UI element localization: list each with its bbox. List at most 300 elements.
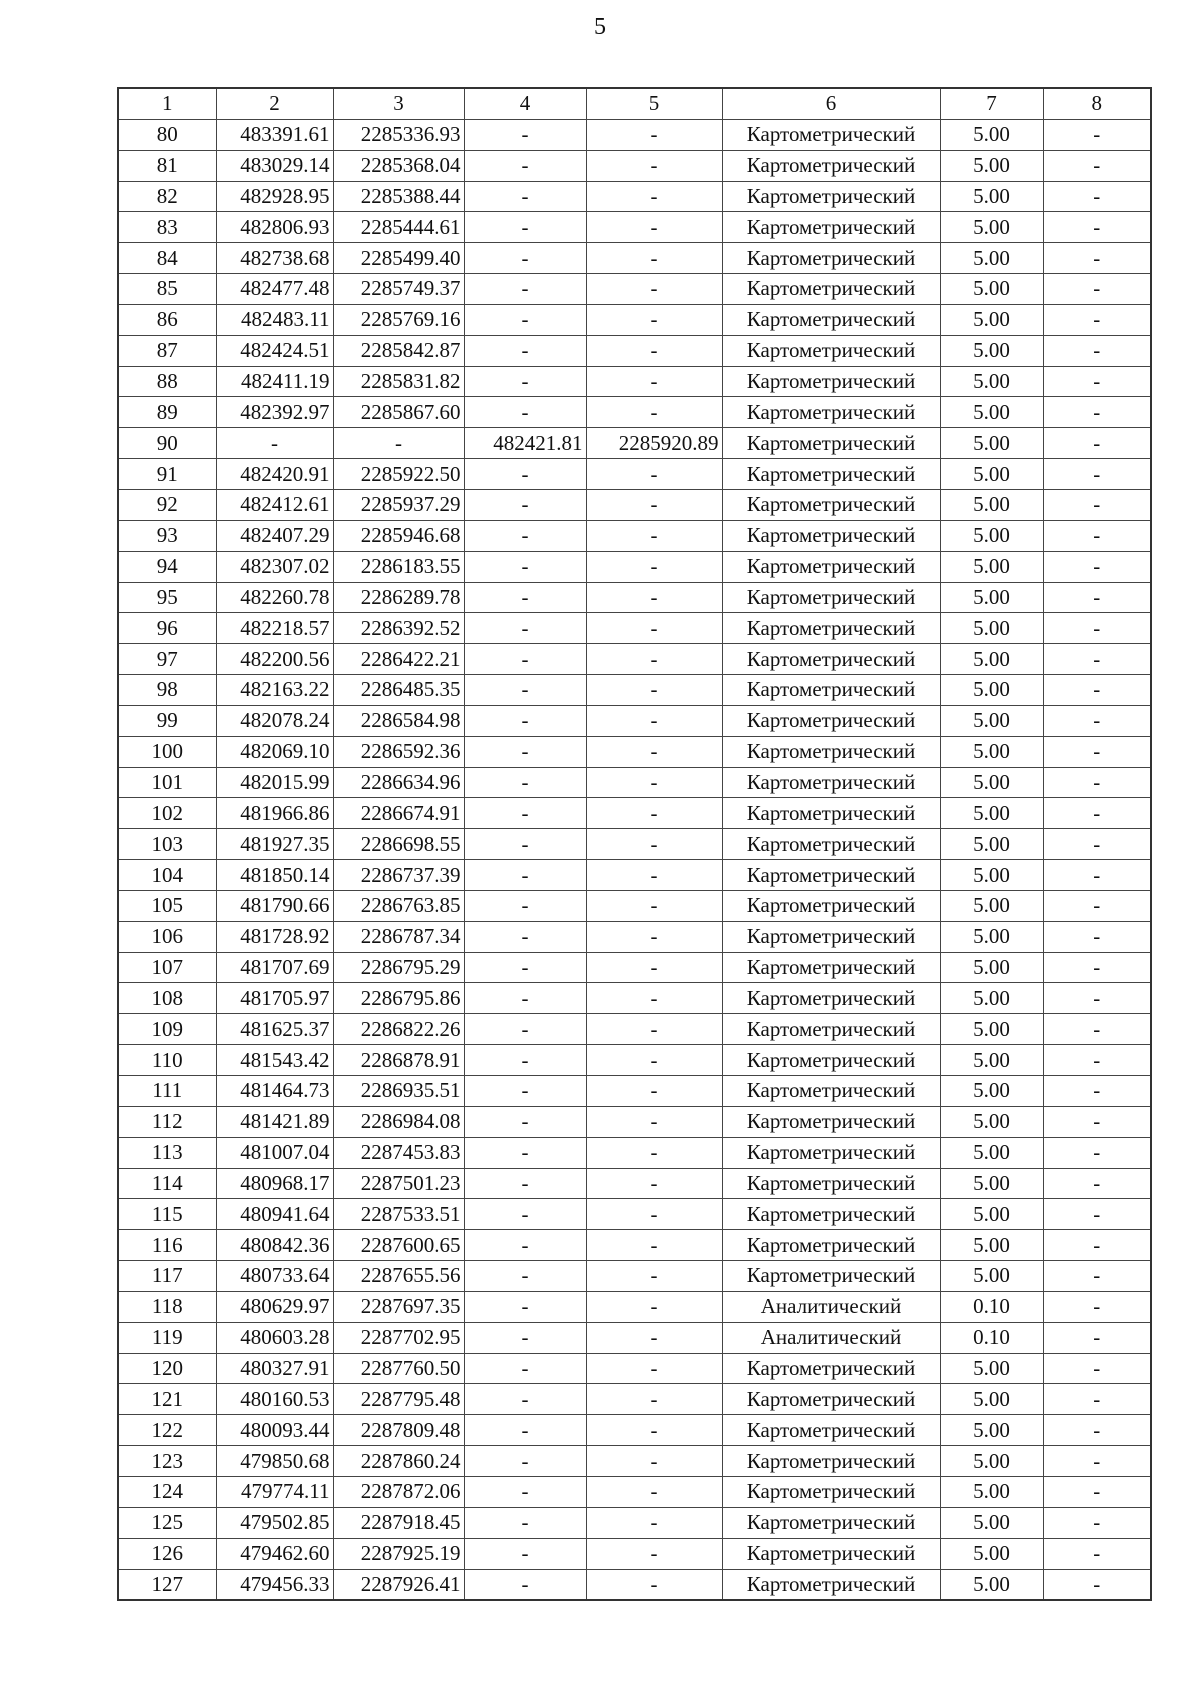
- cell-x-coordinate-alt: -: [464, 1322, 586, 1353]
- cell-note: -: [1043, 1507, 1151, 1538]
- cell-x-coordinate: 482424.51: [216, 335, 333, 366]
- table-row: [118, 520, 1151, 551]
- cell-y-coordinate: 2287600.65: [333, 1230, 464, 1261]
- table-row: [118, 1137, 1151, 1168]
- cell-method: Картометрический: [722, 489, 940, 520]
- cell-accuracy: 5.00: [940, 1538, 1043, 1569]
- table-row: [118, 1076, 1151, 1107]
- cell-accuracy: 5.00: [940, 489, 1043, 520]
- cell-x-coordinate-alt: -: [464, 1569, 586, 1600]
- table-row: [118, 1045, 1151, 1076]
- cell-y-coordinate-alt: -: [586, 1168, 722, 1199]
- table-row: [118, 736, 1151, 767]
- cell-y-coordinate: 2287925.19: [333, 1538, 464, 1569]
- cell-method: Картометрический: [722, 1230, 940, 1261]
- cell-x-coordinate-alt: -: [464, 1353, 586, 1384]
- cell-y-coordinate-alt: -: [586, 1415, 722, 1446]
- cell-point-number: 81: [118, 150, 216, 181]
- cell-x-coordinate-alt: -: [464, 1476, 586, 1507]
- cell-note: -: [1043, 1168, 1151, 1199]
- cell-x-coordinate-alt: -: [464, 366, 586, 397]
- cell-x-coordinate: 481707.69: [216, 952, 333, 983]
- cell-method: Картометрический: [722, 829, 940, 860]
- cell-x-coordinate-alt: 482421.81: [464, 428, 586, 459]
- cell-x-coordinate-alt: -: [464, 274, 586, 305]
- cell-y-coordinate-alt: -: [586, 952, 722, 983]
- cell-y-coordinate: 2286822.26: [333, 1014, 464, 1045]
- table-row: [118, 890, 1151, 921]
- cell-accuracy: 5.00: [940, 736, 1043, 767]
- cell-x-coordinate: 482200.56: [216, 644, 333, 675]
- table-row: [118, 582, 1151, 613]
- cell-method: Картометрический: [722, 212, 940, 243]
- cell-x-coordinate: 482078.24: [216, 705, 333, 736]
- cell-method: Картометрический: [722, 983, 940, 1014]
- cell-y-coordinate-alt: -: [586, 1076, 722, 1107]
- cell-x-coordinate: 479462.60: [216, 1538, 333, 1569]
- cell-x-coordinate-alt: -: [464, 489, 586, 520]
- cell-accuracy: 5.00: [940, 1137, 1043, 1168]
- table-row: [118, 613, 1151, 644]
- cell-x-coordinate: 480733.64: [216, 1261, 333, 1292]
- cell-y-coordinate: 2286289.78: [333, 582, 464, 613]
- cell-x-coordinate-alt: -: [464, 829, 586, 860]
- cell-point-number: 123: [118, 1446, 216, 1477]
- cell-y-coordinate: 2287918.45: [333, 1507, 464, 1538]
- cell-y-coordinate-alt: -: [586, 613, 722, 644]
- cell-point-number: 98: [118, 675, 216, 706]
- cell-point-number: 103: [118, 829, 216, 860]
- cell-note: -: [1043, 428, 1151, 459]
- cell-x-coordinate-alt: -: [464, 767, 586, 798]
- cell-method: Картометрический: [722, 1199, 940, 1230]
- cell-accuracy: 5.00: [940, 1415, 1043, 1446]
- cell-point-number: 127: [118, 1569, 216, 1600]
- cell-point-number: 117: [118, 1261, 216, 1292]
- cell-x-coordinate: 481790.66: [216, 890, 333, 921]
- cell-method: Картометрический: [722, 1168, 940, 1199]
- cell-y-coordinate-alt: -: [586, 921, 722, 952]
- cell-point-number: 118: [118, 1291, 216, 1322]
- cell-note: -: [1043, 489, 1151, 520]
- cell-y-coordinate-alt: 2285920.89: [586, 428, 722, 459]
- table-row: [118, 397, 1151, 428]
- cell-point-number: 122: [118, 1415, 216, 1446]
- cell-note: -: [1043, 1446, 1151, 1477]
- cell-method: Картометрический: [722, 1569, 940, 1600]
- cell-y-coordinate-alt: -: [586, 1291, 722, 1322]
- cell-method: Картометрический: [722, 551, 940, 582]
- cell-y-coordinate: 2287702.95: [333, 1322, 464, 1353]
- cell-note: -: [1043, 798, 1151, 829]
- cell-y-coordinate-alt: -: [586, 1507, 722, 1538]
- cell-y-coordinate: 2285922.50: [333, 459, 464, 490]
- cell-y-coordinate: 2285831.82: [333, 366, 464, 397]
- cell-x-coordinate: 480629.97: [216, 1291, 333, 1322]
- cell-y-coordinate-alt: -: [586, 1446, 722, 1477]
- cell-x-coordinate-alt: -: [464, 150, 586, 181]
- cell-y-coordinate-alt: -: [586, 736, 722, 767]
- table-row: [118, 274, 1151, 305]
- cell-x-coordinate-alt: -: [464, 1137, 586, 1168]
- cell-point-number: 93: [118, 520, 216, 551]
- cell-x-coordinate: 481966.86: [216, 798, 333, 829]
- cell-method: Картометрический: [722, 1538, 940, 1569]
- cell-method: Картометрический: [722, 1415, 940, 1446]
- column-header-8: 8: [1043, 88, 1151, 119]
- cell-y-coordinate-alt: -: [586, 767, 722, 798]
- cell-accuracy: 5.00: [940, 551, 1043, 582]
- cell-x-coordinate-alt: -: [464, 459, 586, 490]
- cell-x-coordinate: 482411.19: [216, 366, 333, 397]
- cell-y-coordinate-alt: -: [586, 489, 722, 520]
- cell-method: Картометрический: [722, 1106, 940, 1137]
- table-row: [118, 860, 1151, 891]
- column-header-5: 5: [586, 88, 722, 119]
- table-row: [118, 489, 1151, 520]
- cell-note: -: [1043, 736, 1151, 767]
- cell-point-number: 112: [118, 1106, 216, 1137]
- cell-y-coordinate: 2286592.36: [333, 736, 464, 767]
- cell-y-coordinate: 2287453.83: [333, 1137, 464, 1168]
- cell-x-coordinate: 482477.48: [216, 274, 333, 305]
- cell-y-coordinate-alt: -: [586, 1322, 722, 1353]
- cell-point-number: 121: [118, 1384, 216, 1415]
- cell-method: Картометрический: [722, 675, 940, 706]
- cell-note: -: [1043, 1014, 1151, 1045]
- cell-y-coordinate: 2286422.21: [333, 644, 464, 675]
- cell-y-coordinate-alt: -: [586, 1106, 722, 1137]
- table-row: [118, 952, 1151, 983]
- cell-x-coordinate-alt: -: [464, 1014, 586, 1045]
- cell-y-coordinate-alt: -: [586, 119, 722, 150]
- cell-y-coordinate: 2287697.35: [333, 1291, 464, 1322]
- cell-accuracy: 5.00: [940, 1076, 1043, 1107]
- cell-y-coordinate-alt: -: [586, 798, 722, 829]
- cell-note: -: [1043, 983, 1151, 1014]
- cell-note: -: [1043, 582, 1151, 613]
- cell-x-coordinate-alt: -: [464, 520, 586, 551]
- cell-x-coordinate: 481705.97: [216, 983, 333, 1014]
- cell-accuracy: 5.00: [940, 1476, 1043, 1507]
- cell-point-number: 95: [118, 582, 216, 613]
- cell-x-coordinate: 481927.35: [216, 829, 333, 860]
- cell-method: Картометрический: [722, 1076, 940, 1107]
- cell-accuracy: 5.00: [940, 150, 1043, 181]
- cell-method: Картометрический: [722, 119, 940, 150]
- cell-accuracy: 5.00: [940, 397, 1043, 428]
- cell-y-coordinate-alt: -: [586, 150, 722, 181]
- table-row: [118, 243, 1151, 274]
- cell-x-coordinate-alt: -: [464, 181, 586, 212]
- cell-accuracy: 5.00: [940, 243, 1043, 274]
- cell-point-number: 109: [118, 1014, 216, 1045]
- cell-note: -: [1043, 829, 1151, 860]
- cell-point-number: 104: [118, 860, 216, 891]
- cell-note: -: [1043, 705, 1151, 736]
- cell-y-coordinate: 2286878.91: [333, 1045, 464, 1076]
- cell-x-coordinate-alt: -: [464, 890, 586, 921]
- cell-x-coordinate: 482163.22: [216, 675, 333, 706]
- cell-note: -: [1043, 1322, 1151, 1353]
- cell-point-number: 99: [118, 705, 216, 736]
- cell-y-coordinate: 2286787.34: [333, 921, 464, 952]
- cell-method: Картометрический: [722, 459, 940, 490]
- cell-y-coordinate-alt: -: [586, 335, 722, 366]
- cell-note: -: [1043, 1230, 1151, 1261]
- column-header-7: 7: [940, 88, 1043, 119]
- cell-y-coordinate: 2287501.23: [333, 1168, 464, 1199]
- table-row: [118, 675, 1151, 706]
- cell-accuracy: 5.00: [940, 798, 1043, 829]
- cell-accuracy: 5.00: [940, 1569, 1043, 1600]
- cell-method: Картометрический: [722, 428, 940, 459]
- cell-y-coordinate: 2285444.61: [333, 212, 464, 243]
- cell-y-coordinate: 2286674.91: [333, 798, 464, 829]
- cell-note: -: [1043, 613, 1151, 644]
- cell-note: -: [1043, 335, 1151, 366]
- cell-x-coordinate: 483029.14: [216, 150, 333, 181]
- cell-y-coordinate-alt: -: [586, 304, 722, 335]
- cell-y-coordinate-alt: -: [586, 1569, 722, 1600]
- cell-note: -: [1043, 1476, 1151, 1507]
- cell-method: Картометрический: [722, 613, 940, 644]
- cell-y-coordinate-alt: -: [586, 212, 722, 243]
- cell-y-coordinate-alt: -: [586, 520, 722, 551]
- cell-note: -: [1043, 1137, 1151, 1168]
- cell-y-coordinate: 2286763.85: [333, 890, 464, 921]
- cell-y-coordinate: -: [333, 428, 464, 459]
- cell-x-coordinate: 482483.11: [216, 304, 333, 335]
- table-row: [118, 304, 1151, 335]
- cell-x-coordinate-alt: -: [464, 1168, 586, 1199]
- cell-x-coordinate: 481850.14: [216, 860, 333, 891]
- cell-point-number: 101: [118, 767, 216, 798]
- cell-x-coordinate: 480968.17: [216, 1168, 333, 1199]
- cell-point-number: 94: [118, 551, 216, 582]
- cell-note: -: [1043, 366, 1151, 397]
- cell-note: -: [1043, 1415, 1151, 1446]
- cell-note: -: [1043, 274, 1151, 305]
- cell-accuracy: 5.00: [940, 675, 1043, 706]
- cell-y-coordinate: 2285842.87: [333, 335, 464, 366]
- cell-note: -: [1043, 1291, 1151, 1322]
- cell-point-number: 85: [118, 274, 216, 305]
- cell-x-coordinate: -: [216, 428, 333, 459]
- cell-point-number: 89: [118, 397, 216, 428]
- cell-y-coordinate-alt: -: [586, 1199, 722, 1230]
- cell-y-coordinate: 2287809.48: [333, 1415, 464, 1446]
- cell-method: Картометрический: [722, 921, 940, 952]
- cell-note: -: [1043, 551, 1151, 582]
- cell-accuracy: 5.00: [940, 304, 1043, 335]
- column-header-6: 6: [722, 88, 940, 119]
- cell-accuracy: 5.00: [940, 767, 1043, 798]
- cell-point-number: 114: [118, 1168, 216, 1199]
- cell-note: -: [1043, 520, 1151, 551]
- cell-note: -: [1043, 860, 1151, 891]
- cell-x-coordinate: 482806.93: [216, 212, 333, 243]
- cell-x-coordinate: 482928.95: [216, 181, 333, 212]
- cell-point-number: 106: [118, 921, 216, 952]
- cell-x-coordinate-alt: -: [464, 304, 586, 335]
- cell-x-coordinate-alt: -: [464, 952, 586, 983]
- cell-method: Аналитический: [722, 1322, 940, 1353]
- cell-note: -: [1043, 767, 1151, 798]
- cell-point-number: 116: [118, 1230, 216, 1261]
- cell-accuracy: 5.00: [940, 1230, 1043, 1261]
- cell-method: Картометрический: [722, 1353, 940, 1384]
- cell-x-coordinate: 482015.99: [216, 767, 333, 798]
- cell-point-number: 125: [118, 1507, 216, 1538]
- cell-y-coordinate: 2285867.60: [333, 397, 464, 428]
- cell-y-coordinate-alt: -: [586, 551, 722, 582]
- cell-method: Картометрический: [722, 767, 940, 798]
- cell-point-number: 100: [118, 736, 216, 767]
- cell-method: Картометрический: [722, 644, 940, 675]
- cell-accuracy: 5.00: [940, 366, 1043, 397]
- cell-note: -: [1043, 1076, 1151, 1107]
- cell-note: -: [1043, 1538, 1151, 1569]
- cell-method: Картометрический: [722, 1446, 940, 1477]
- table-row: [118, 1353, 1151, 1384]
- cell-y-coordinate-alt: -: [586, 1137, 722, 1168]
- cell-accuracy: 5.00: [940, 582, 1043, 613]
- cell-y-coordinate: 2287926.41: [333, 1569, 464, 1600]
- cell-method: Картометрический: [722, 952, 940, 983]
- cell-y-coordinate: 2285937.29: [333, 489, 464, 520]
- table-row: [118, 1261, 1151, 1292]
- cell-y-coordinate-alt: -: [586, 366, 722, 397]
- table-header-row: [118, 88, 1151, 119]
- cell-x-coordinate: 481007.04: [216, 1137, 333, 1168]
- cell-x-coordinate-alt: -: [464, 243, 586, 274]
- cell-x-coordinate-alt: -: [464, 983, 586, 1014]
- cell-note: -: [1043, 304, 1151, 335]
- cell-point-number: 90: [118, 428, 216, 459]
- cell-x-coordinate-alt: -: [464, 551, 586, 582]
- cell-y-coordinate: 2285946.68: [333, 520, 464, 551]
- table-row: [118, 829, 1151, 860]
- cell-method: Картометрический: [722, 705, 940, 736]
- cell-y-coordinate: 2285336.93: [333, 119, 464, 150]
- cell-y-coordinate-alt: -: [586, 1384, 722, 1415]
- cell-x-coordinate-alt: -: [464, 1291, 586, 1322]
- table-row: [118, 983, 1151, 1014]
- cell-method: Картометрический: [722, 520, 940, 551]
- cell-point-number: 120: [118, 1353, 216, 1384]
- cell-method: Картометрический: [722, 860, 940, 891]
- cell-y-coordinate: 2286737.39: [333, 860, 464, 891]
- cell-x-coordinate: 482412.61: [216, 489, 333, 520]
- cell-method: Картометрический: [722, 1261, 940, 1292]
- cell-x-coordinate-alt: -: [464, 860, 586, 891]
- cell-x-coordinate: 479774.11: [216, 1476, 333, 1507]
- cell-accuracy: 5.00: [940, 1045, 1043, 1076]
- table-row: [118, 1415, 1151, 1446]
- cell-x-coordinate: 482420.91: [216, 459, 333, 490]
- cell-accuracy: 5.00: [940, 335, 1043, 366]
- table-row: [118, 705, 1151, 736]
- cell-point-number: 96: [118, 613, 216, 644]
- cell-y-coordinate: 2287860.24: [333, 1446, 464, 1477]
- table-row: [118, 459, 1151, 490]
- cell-method: Картометрический: [722, 243, 940, 274]
- cell-y-coordinate: 2285749.37: [333, 274, 464, 305]
- cell-x-coordinate: 479502.85: [216, 1507, 333, 1538]
- cell-y-coordinate: 2287655.56: [333, 1261, 464, 1292]
- cell-y-coordinate-alt: -: [586, 243, 722, 274]
- cell-point-number: 84: [118, 243, 216, 274]
- table-row: [118, 1538, 1151, 1569]
- coordinates-table: [117, 87, 1152, 1601]
- cell-accuracy: 5.00: [940, 1507, 1043, 1538]
- cell-point-number: 105: [118, 890, 216, 921]
- cell-method: Картометрический: [722, 304, 940, 335]
- cell-method: Картометрический: [722, 798, 940, 829]
- cell-accuracy: 5.00: [940, 1353, 1043, 1384]
- cell-accuracy: 5.00: [940, 1199, 1043, 1230]
- page-number: 5: [594, 14, 606, 40]
- cell-accuracy: 0.10: [940, 1322, 1043, 1353]
- cell-method: Картометрический: [722, 1384, 940, 1415]
- cell-x-coordinate: 480327.91: [216, 1353, 333, 1384]
- cell-accuracy: 5.00: [940, 274, 1043, 305]
- cell-y-coordinate-alt: -: [586, 1014, 722, 1045]
- cell-y-coordinate-alt: -: [586, 1261, 722, 1292]
- cell-note: -: [1043, 212, 1151, 243]
- cell-accuracy: 5.00: [940, 428, 1043, 459]
- cell-x-coordinate: 480842.36: [216, 1230, 333, 1261]
- cell-method: Аналитический: [722, 1291, 940, 1322]
- cell-method: Картометрический: [722, 736, 940, 767]
- cell-x-coordinate-alt: -: [464, 1230, 586, 1261]
- cell-accuracy: 5.00: [940, 1014, 1043, 1045]
- cell-y-coordinate-alt: -: [586, 983, 722, 1014]
- cell-y-coordinate-alt: -: [586, 829, 722, 860]
- cell-y-coordinate-alt: -: [586, 705, 722, 736]
- table-row: [118, 1291, 1151, 1322]
- cell-method: Картометрический: [722, 150, 940, 181]
- cell-accuracy: 5.00: [940, 119, 1043, 150]
- table-body: [118, 119, 1151, 1600]
- cell-y-coordinate-alt: -: [586, 459, 722, 490]
- cell-x-coordinate-alt: -: [464, 705, 586, 736]
- cell-note: -: [1043, 890, 1151, 921]
- cell-accuracy: 5.00: [940, 1261, 1043, 1292]
- cell-accuracy: 5.00: [940, 459, 1043, 490]
- cell-point-number: 102: [118, 798, 216, 829]
- cell-x-coordinate: 479456.33: [216, 1569, 333, 1600]
- cell-x-coordinate-alt: -: [464, 644, 586, 675]
- table-row: [118, 1014, 1151, 1045]
- cell-x-coordinate-alt: -: [464, 1199, 586, 1230]
- cell-accuracy: 0.10: [940, 1291, 1043, 1322]
- cell-x-coordinate: 479850.68: [216, 1446, 333, 1477]
- cell-note: -: [1043, 150, 1151, 181]
- cell-x-coordinate-alt: -: [464, 736, 586, 767]
- cell-x-coordinate: 481421.89: [216, 1106, 333, 1137]
- cell-x-coordinate-alt: -: [464, 119, 586, 150]
- cell-accuracy: 5.00: [940, 983, 1043, 1014]
- cell-point-number: 108: [118, 983, 216, 1014]
- cell-x-coordinate: 482069.10: [216, 736, 333, 767]
- column-header-1: 1: [118, 88, 216, 119]
- cell-point-number: 113: [118, 1137, 216, 1168]
- cell-y-coordinate-alt: -: [586, 181, 722, 212]
- cell-x-coordinate-alt: -: [464, 397, 586, 428]
- cell-accuracy: 5.00: [940, 212, 1043, 243]
